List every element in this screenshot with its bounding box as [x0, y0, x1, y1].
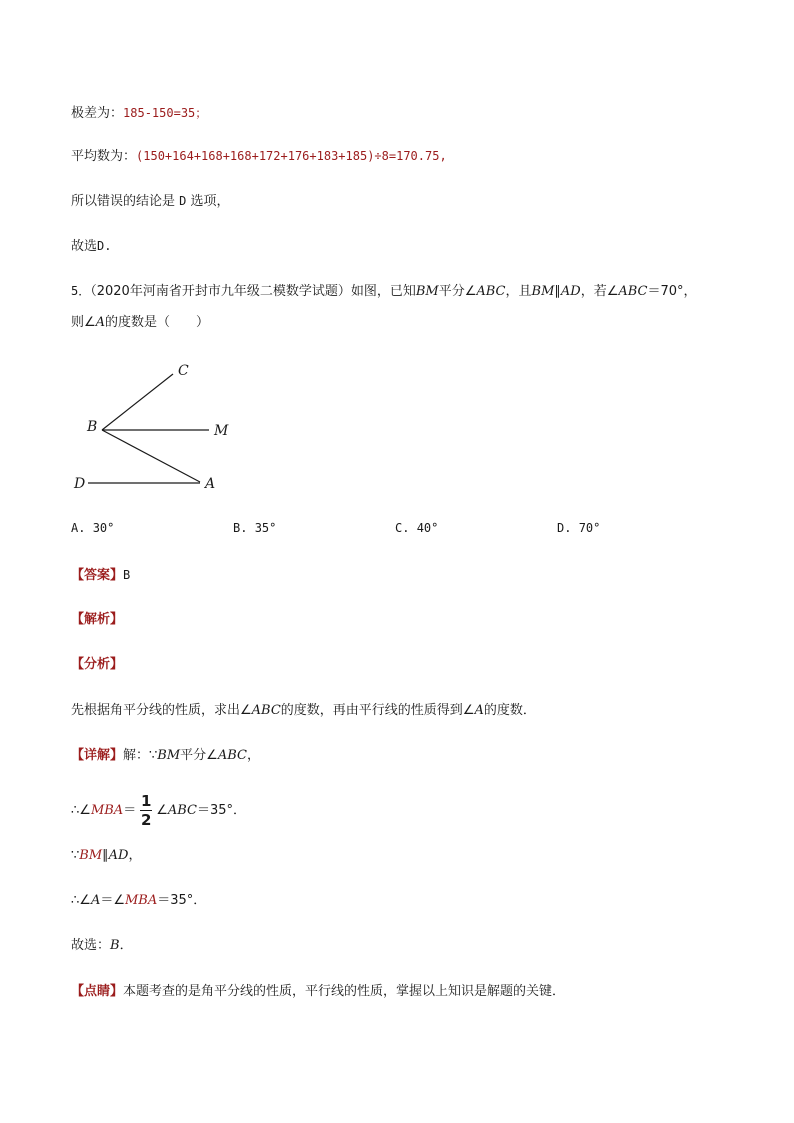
choose-line: 故选D.: [71, 239, 112, 254]
choice-b: B. 35°: [233, 521, 277, 535]
geometry-figure: [70, 360, 250, 500]
label-c: C: [178, 363, 189, 379]
question-stem-line1: 5．（2020年河南省开封市九年级二模数学试题）如图，已知BM平分∠ABC，且BM∥AD，若∠ABC＝70°，: [71, 284, 697, 299]
segment-ba: [102, 430, 200, 482]
step3-line: ∴∠A＝∠MBA＝35°．: [71, 893, 207, 908]
mean-line: 平均数为：(150+164+168+168+172+176+183+185)÷8=170.75,: [71, 149, 447, 164]
fenxi-text: 先根据角平分线的性质，求出∠ABC的度数，再由平行线的性质得到∠A的度数．: [71, 703, 536, 718]
choose2-line: 故选：B．: [71, 938, 133, 953]
step1-line: ∴∠MBA＝ $\frac{1}{2}$ ∠ABC＝35°．: [71, 792, 247, 829]
detail-line: 【详解】解：∵BM平分∠ABC，: [71, 748, 260, 763]
label-b: B: [87, 419, 98, 435]
label-m: M: [214, 423, 229, 439]
wrong-conclusion-line: 所以错误的结论是 D 选项，: [71, 194, 230, 209]
fenxi-tag: 【分析】: [71, 657, 124, 672]
range-line: 极差为：185-150=35；: [71, 106, 208, 121]
comment-line: 【点睛】本题考查的是角平分线的性质，平行线的性质，掌握以上知识是解题的关键．: [71, 984, 566, 999]
question-stem-line2: 则∠A的度数是（ ）: [71, 315, 210, 330]
choice-a: A. 30°: [71, 521, 115, 535]
ray-bc: [102, 374, 173, 430]
label-d: D: [74, 476, 86, 492]
choice-d: D. 70°: [557, 521, 601, 535]
fraction-half: $\frac{1}{2}$: [141, 792, 152, 829]
step2-line: ∵BM∥AD，: [71, 848, 142, 863]
label-a: A: [205, 476, 216, 492]
answer-line: 【答案】B: [71, 568, 131, 583]
choice-c: C. 40°: [395, 521, 439, 535]
analysis-tag: 【解析】: [71, 612, 124, 627]
